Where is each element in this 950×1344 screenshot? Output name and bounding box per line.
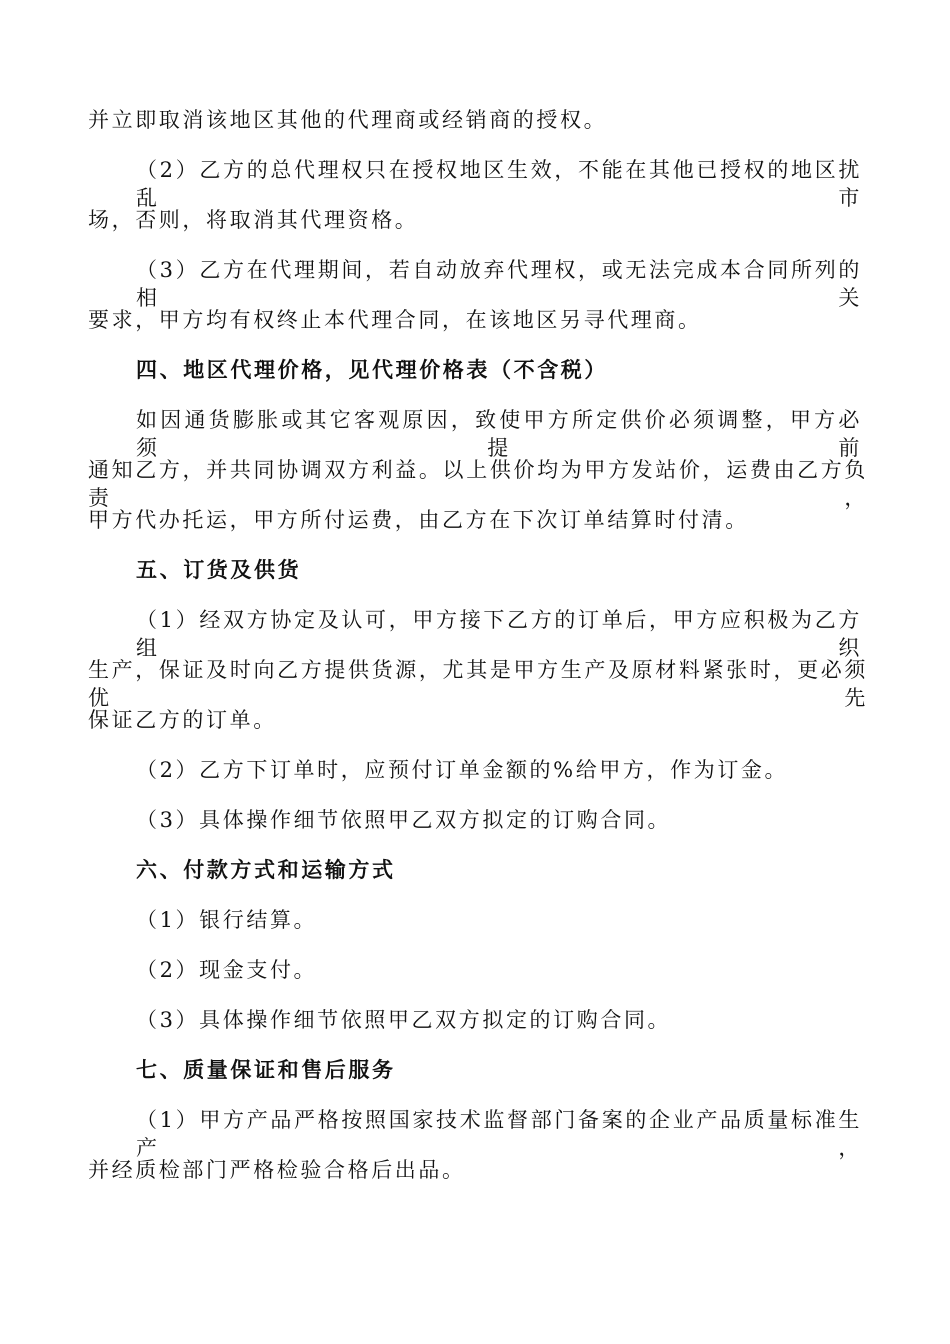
clause-item: （2）现金支付。	[136, 958, 318, 982]
clause-item: （2）乙方的总代理权只在授权地区生效，不能在其他已授权的地区扰乱市	[136, 158, 862, 210]
paragraph-line: 保证乙方的订单。	[88, 708, 277, 732]
clause-item: （3）具体操作细节依照甲乙双方拟定的订购合同。	[136, 1008, 672, 1032]
paragraph-line: 并经质检部门严格检验合格后出品。	[88, 1158, 466, 1182]
paragraph-line: 通知乙方，并共同协调双方利益。以上供价均为甲方发站价，运费由乙方负责，	[88, 458, 868, 510]
clause-item: （1）银行结算。	[136, 908, 318, 932]
section-heading: 五、订货及供货	[136, 557, 302, 582]
body-text-line: 要求，甲方均有权终止本代理合同，在该地区另寻代理商。	[88, 308, 702, 332]
paragraph-line: 生产，保证及时向乙方提供货源，尤其是甲方生产及原材料紧张时，更必须优先	[88, 658, 868, 710]
paragraph-line: 甲方代办托运，甲方所付运费，由乙方在下次订单结算时付清。	[88, 508, 749, 532]
paragraph-line: 如因通货膨胀或其它客观原因，致使甲方所定供价必须调整，甲方必须提前	[136, 408, 862, 460]
body-text-line: 并立即取消该地区其他的代理商或经销商的授权。	[88, 108, 608, 132]
clause-item: （2）乙方下订单时，应预付订单金额的%给甲方，作为订金。	[136, 758, 789, 782]
clause-item: （1）经双方协定及认可，甲方接下乙方的订单后，甲方应积极为乙方组织	[136, 608, 862, 660]
clause-item: （3）乙方在代理期间，若自动放弃代理权，或无法完成本合同所列的相关	[136, 258, 862, 310]
body-text-line: 场，否则，将取消其代理资格。	[88, 208, 419, 232]
section-heading: 七、质量保证和售后服务	[136, 1057, 396, 1082]
clause-item: （3）具体操作细节依照甲乙双方拟定的订购合同。	[136, 808, 672, 832]
section-heading: 四、地区代理价格，见代理价格表（不含税）	[136, 357, 608, 382]
clause-item: （1）甲方产品严格按照国家技术监督部门备案的企业产品质量标准生产，	[136, 1108, 862, 1160]
section-heading: 六、付款方式和运输方式	[136, 857, 396, 882]
